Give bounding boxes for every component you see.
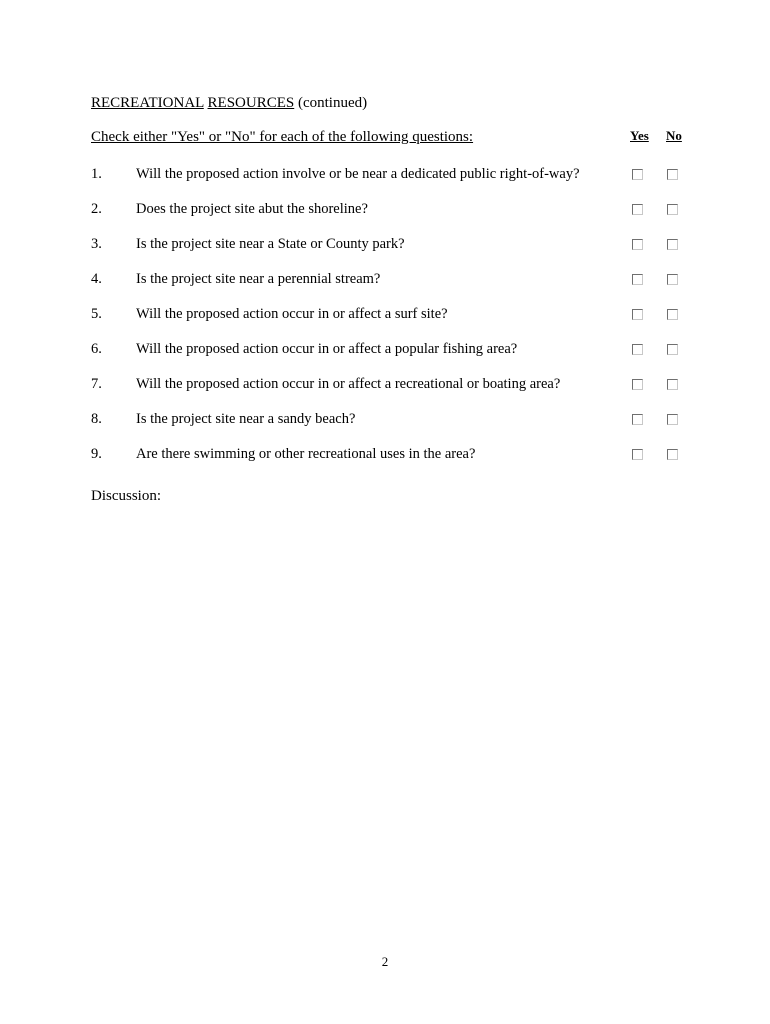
question-row	[0, 166, 770, 188]
yes-checkbox[interactable]	[632, 274, 643, 285]
question-row	[0, 201, 770, 223]
no-checkbox[interactable]	[667, 309, 678, 320]
yes-checkbox[interactable]	[632, 239, 643, 250]
question-number: 6.	[91, 341, 102, 357]
question-number: 5.	[91, 306, 102, 322]
question-row	[0, 271, 770, 293]
question-text: Is the project site near a State or County park?	[136, 236, 405, 252]
question-number: 2.	[91, 201, 102, 217]
yes-checkbox[interactable]	[632, 379, 643, 390]
no-checkbox[interactable]	[667, 414, 678, 425]
question-number: 7.	[91, 376, 102, 392]
yes-checkbox[interactable]	[632, 169, 643, 180]
no-checkbox[interactable]	[667, 204, 678, 215]
question-number: 3.	[91, 236, 102, 252]
section-heading	[91, 95, 367, 112]
question-text: Is the project site near a perennial stream?	[136, 271, 381, 287]
question-row	[0, 341, 770, 363]
question-row	[0, 236, 770, 258]
question-row	[0, 306, 770, 328]
no-checkbox[interactable]	[667, 239, 678, 250]
heading-continued: (continued)	[297, 95, 368, 111]
yes-checkbox[interactable]	[632, 204, 643, 215]
heading-resources: RESOURCES	[207, 95, 295, 111]
no-checkbox[interactable]	[667, 449, 678, 460]
question-number: 8.	[91, 411, 102, 427]
question-text: Are there swimming or other recreational uses in the area?	[136, 446, 476, 462]
discussion-label: Discussion:	[91, 488, 162, 504]
yes-column-header: Yes	[630, 128, 649, 143]
yes-checkbox[interactable]	[632, 309, 643, 320]
no-checkbox[interactable]	[667, 379, 678, 390]
no-checkbox[interactable]	[667, 274, 678, 285]
yes-checkbox[interactable]	[632, 344, 643, 355]
yes-checkbox[interactable]	[632, 449, 643, 460]
page-number: 2	[381, 954, 389, 969]
question-number: 4.	[91, 271, 102, 287]
yes-checkbox[interactable]	[632, 414, 643, 425]
instructions-text: Check either "Yes" or "No" for each of the following questions:	[91, 129, 474, 145]
question-number: 1.	[91, 166, 102, 182]
question-text: Will the proposed action occur in or affect a surf site?	[136, 306, 448, 322]
question-text: Will the proposed action involve or be near a dedicated public right-of-way?	[136, 166, 580, 182]
heading-recreational: RECREATIONAL	[91, 95, 204, 111]
question-row	[0, 411, 770, 433]
question-text: Is the project site near a sandy beach?	[136, 411, 356, 427]
no-column-header: No	[666, 128, 682, 143]
question-text: Will the proposed action occur in or affect a popular fishing area?	[136, 341, 518, 357]
no-checkbox[interactable]	[667, 169, 678, 180]
question-text: Will the proposed action occur in or affect a recreational or boating area?	[136, 376, 561, 392]
question-row	[0, 376, 770, 398]
question-row	[0, 446, 770, 468]
question-text: Does the project site abut the shoreline?	[136, 201, 368, 217]
no-checkbox[interactable]	[667, 344, 678, 355]
question-number: 9.	[91, 446, 102, 462]
